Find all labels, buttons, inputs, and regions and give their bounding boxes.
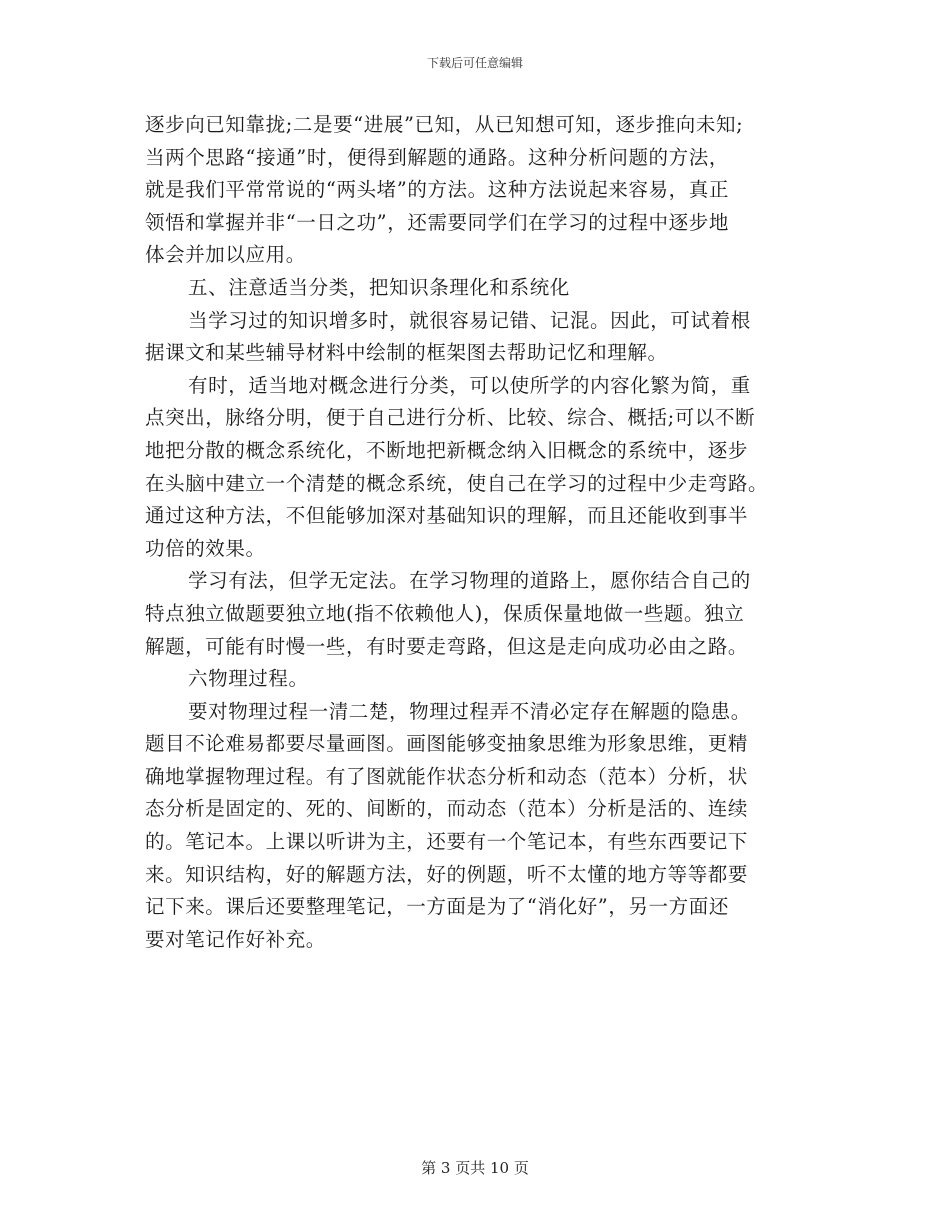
text-line: 在头脑中建立一个清楚的概念系统，使自己在学习的过程中少走弯路。 bbox=[145, 471, 769, 495]
document-body bbox=[145, 109, 825, 956]
text-line: 功倍的效果。 bbox=[145, 536, 266, 560]
page-footer: 第 3 页共 10 页 bbox=[421, 1159, 529, 1177]
text-line: 要对笔记作好补充。 bbox=[145, 927, 326, 951]
text-line: 领悟和掌握并非“一日之功”，还需要同学们在学习的过程中逐步地 bbox=[145, 210, 729, 234]
text-line: 有时，适当地对概念进行分类，可以使所学的内容化繁为简，重 bbox=[188, 373, 751, 397]
text-line: 逐步向已知靠拢;二是要“进展”已知，从已知想可知，逐步推向未知; bbox=[145, 113, 744, 136]
text-line: 确地掌握物理过程。有了图就能作状态分析和动态（范本）分析，状 bbox=[145, 764, 749, 788]
text-line: 当学习过的知识增多时，就很容易记错、记混。因此，可试着根 bbox=[188, 308, 751, 332]
text-line: 六物理过程。 bbox=[188, 667, 309, 691]
text-line: 记下来。课后还要整理笔记，一方面是为了“消化好”，另一方面还 bbox=[145, 895, 729, 919]
text-line: 题目不论难易都要尽量画图。画图能够变抽象思维为形象思维，更精 bbox=[145, 732, 749, 756]
text-line: 五、注意适当分类，把知识条理化和系统化 bbox=[188, 275, 570, 299]
text-line: 来。知识结构，好的解题方法，好的例题，听不太懂的地方等等都要 bbox=[145, 862, 749, 886]
text-line: 特点独立做题要独立地(指不依赖他人)，保质保量地做一些题。独立 bbox=[145, 601, 745, 625]
page-header: 下载后可任意编辑 bbox=[426, 56, 523, 70]
text-line: 解题，可能有时慢一些，有时要走弯路，但这是走向成功必由之路。 bbox=[145, 634, 749, 658]
text-line: 通过这种方法，不但能够加深对基础知识的理解，而且还能收到事半 bbox=[145, 504, 749, 528]
text-line: 学习有法，但学无定法。在学习物理的道路上，愿你结合自己的 bbox=[188, 569, 751, 593]
text-line: 态分析是固定的、死的、间断的，而动态（范本）分析是活的、连续 bbox=[145, 797, 749, 821]
text-line: 体会并加以应用。 bbox=[145, 243, 306, 267]
text-line: 据课文和某些辅导材料中绘制的框架图去帮助记忆和理解。 bbox=[145, 341, 668, 365]
text-line: 要对物理过程一清二楚，物理过程弄不清必定存在解题的隐患。 bbox=[188, 699, 751, 723]
text-line: 当两个思路“接通”时，便得到解题的通路。这种分析问题的方法， bbox=[145, 145, 729, 169]
text-line: 的。笔记本。上课以听讲为主，还要有一个笔记本，有些东西要记下 bbox=[145, 830, 749, 854]
text-line: 点突出，脉络分明，便于自己进行分析、比较、综合、概括;可以不断 bbox=[145, 406, 756, 430]
text-line: 地把分散的概念系统化，不断地把新概念纳入旧概念的系统中，逐步 bbox=[145, 438, 749, 462]
text-line: 就是我们平常常说的“两头堵”的方法。这种方法说起来容易，真正 bbox=[145, 178, 729, 202]
